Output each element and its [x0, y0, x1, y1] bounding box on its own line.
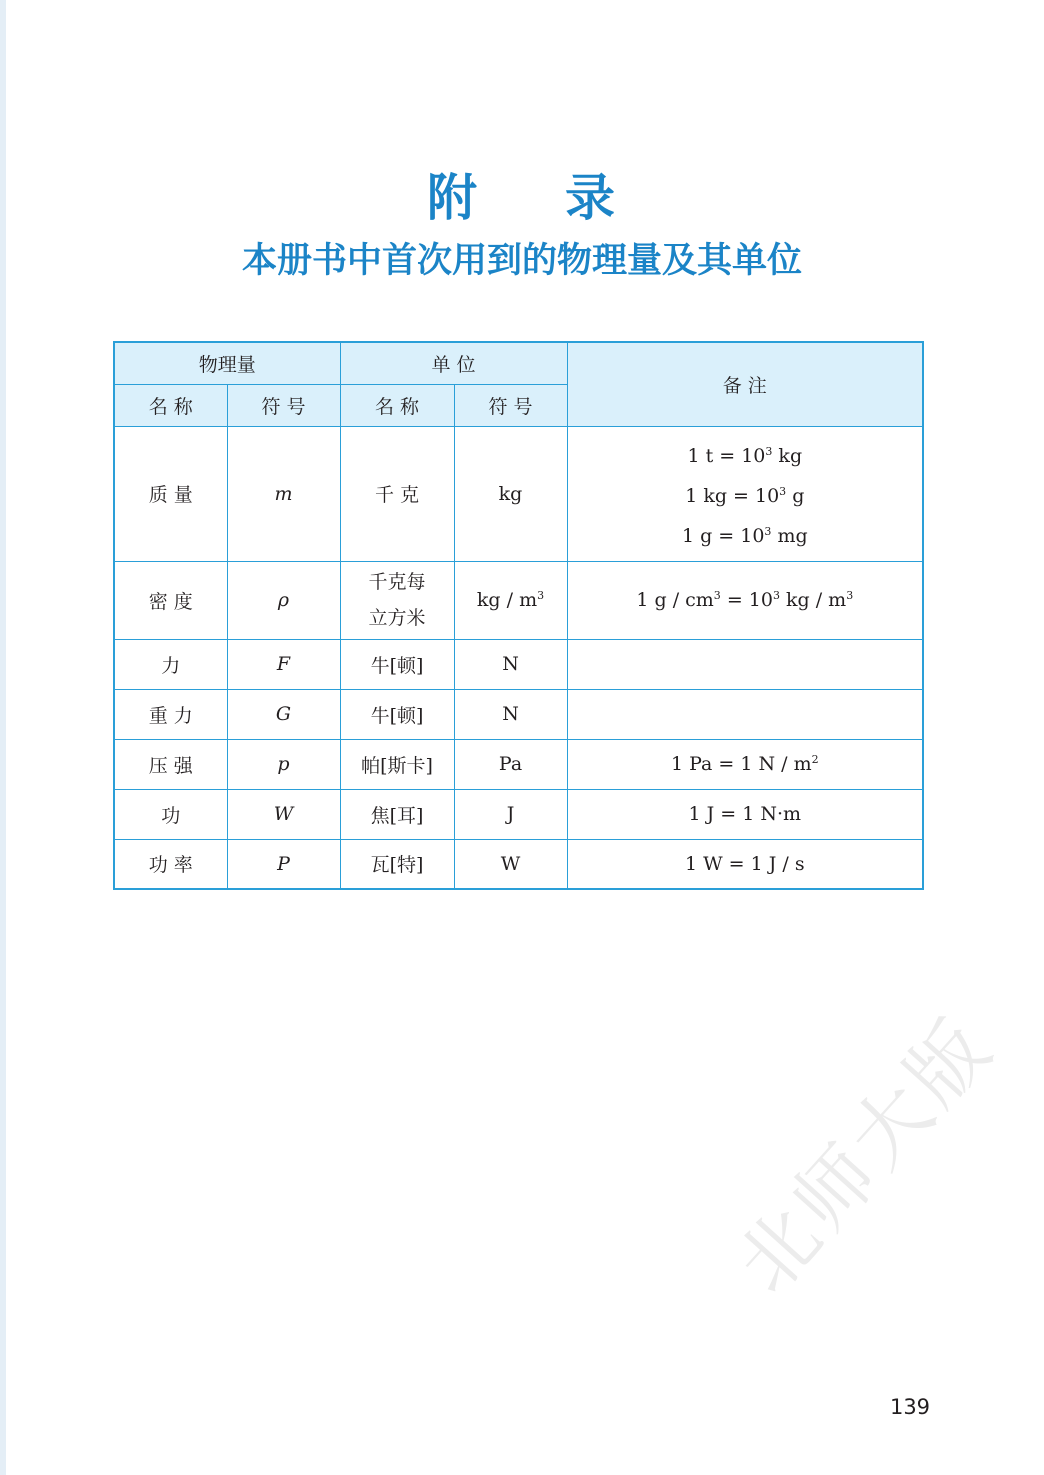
note-line: 1 $t = 10^3$ kg [687, 444, 803, 467]
header-quantity-name: 名 称 [114, 384, 227, 426]
unit-name-line-1: 千克每 [368, 571, 426, 593]
quantity-name-cell: 密 度 [114, 561, 227, 639]
quantity-symbol-cell: m [227, 426, 340, 561]
quantity-symbol-cell: F [227, 639, 340, 689]
table-row [114, 561, 923, 639]
notes-cell [567, 689, 923, 739]
unit-symbol-cell: kg / $m^3$ [454, 561, 567, 639]
quantities-table [113, 341, 924, 890]
quantity-name-cell: 压 强 [114, 739, 227, 789]
notes-cell: 1 J = 1 N·m [567, 789, 923, 839]
unit-symbol-cell: N [454, 689, 567, 739]
quantity-name-cell: 质 量 [114, 426, 227, 561]
quantity-name-cell: 功 [114, 789, 227, 839]
unit-name-cell: 焦[耳] [340, 789, 454, 839]
notes-cell [567, 639, 923, 689]
quantity-symbol-cell: P [227, 839, 340, 889]
quantity-symbol-cell: ρ [227, 561, 340, 639]
unit-name-cell: 牛[顿] [340, 639, 454, 689]
page-number: 139 [889, 1395, 931, 1419]
table-row [114, 426, 923, 561]
unit-name-cell [340, 561, 454, 639]
note-line: 1 kg = $10^3$ g [685, 484, 805, 507]
unit-symbol-cell: J [454, 789, 567, 839]
unit-name-cell: 牛[顿] [340, 689, 454, 739]
unit-symbol-cell: W [454, 839, 567, 889]
quantity-name-cell: 功 率 [114, 839, 227, 889]
table-row [114, 739, 923, 789]
publisher-watermark: 北师大版 [720, 1000, 1012, 1311]
quantity-symbol-cell: p [227, 739, 340, 789]
header-unit-symbol: 符 号 [454, 384, 567, 426]
quantity-name-cell: 重 力 [114, 689, 227, 739]
header-quantity-symbol: 符 号 [227, 384, 340, 426]
header-unit: 单 位 [340, 342, 567, 384]
page-title [0, 158, 1044, 238]
table-row [114, 839, 923, 889]
notes-cell: 1 $g / cm^3 = 10^3$ kg / $m^3$ [567, 561, 923, 639]
unit-name-cell: 瓦[特] [340, 839, 454, 889]
header-unit-name: 名 称 [340, 384, 454, 426]
unit-name-line-2: 立方米 [368, 607, 426, 629]
unit-symbol-cell: N [454, 639, 567, 689]
unit-name-cell: 千 克 [340, 426, 454, 561]
table-row [114, 689, 923, 739]
unit-symbol-cell: kg [454, 426, 567, 561]
table-row [114, 789, 923, 839]
note-line: 1 $g = 10^3$ mg [681, 524, 808, 547]
quantity-symbol-cell: W [227, 789, 340, 839]
notes-cell [567, 426, 923, 561]
table-row [114, 639, 923, 689]
title-char-1: 附 [427, 169, 479, 227]
notes-cell: 1 Pa = 1 N / $m^2$ [567, 739, 923, 789]
page-subtitle: 本册书中首次用到的物理量及其单位 [241, 241, 802, 281]
quantity-symbol-cell: G [227, 689, 340, 739]
quantity-name-cell: 力 [114, 639, 227, 689]
unit-symbol-cell: Pa [454, 739, 567, 789]
unit-name-cell: 帕[斯卡] [340, 739, 454, 789]
header-notes: 备 注 [567, 342, 923, 426]
title-char-2: 录 [565, 169, 617, 227]
notes-cell: 1 W = 1 J / s [567, 839, 923, 889]
header-quantity: 物理量 [114, 342, 340, 384]
